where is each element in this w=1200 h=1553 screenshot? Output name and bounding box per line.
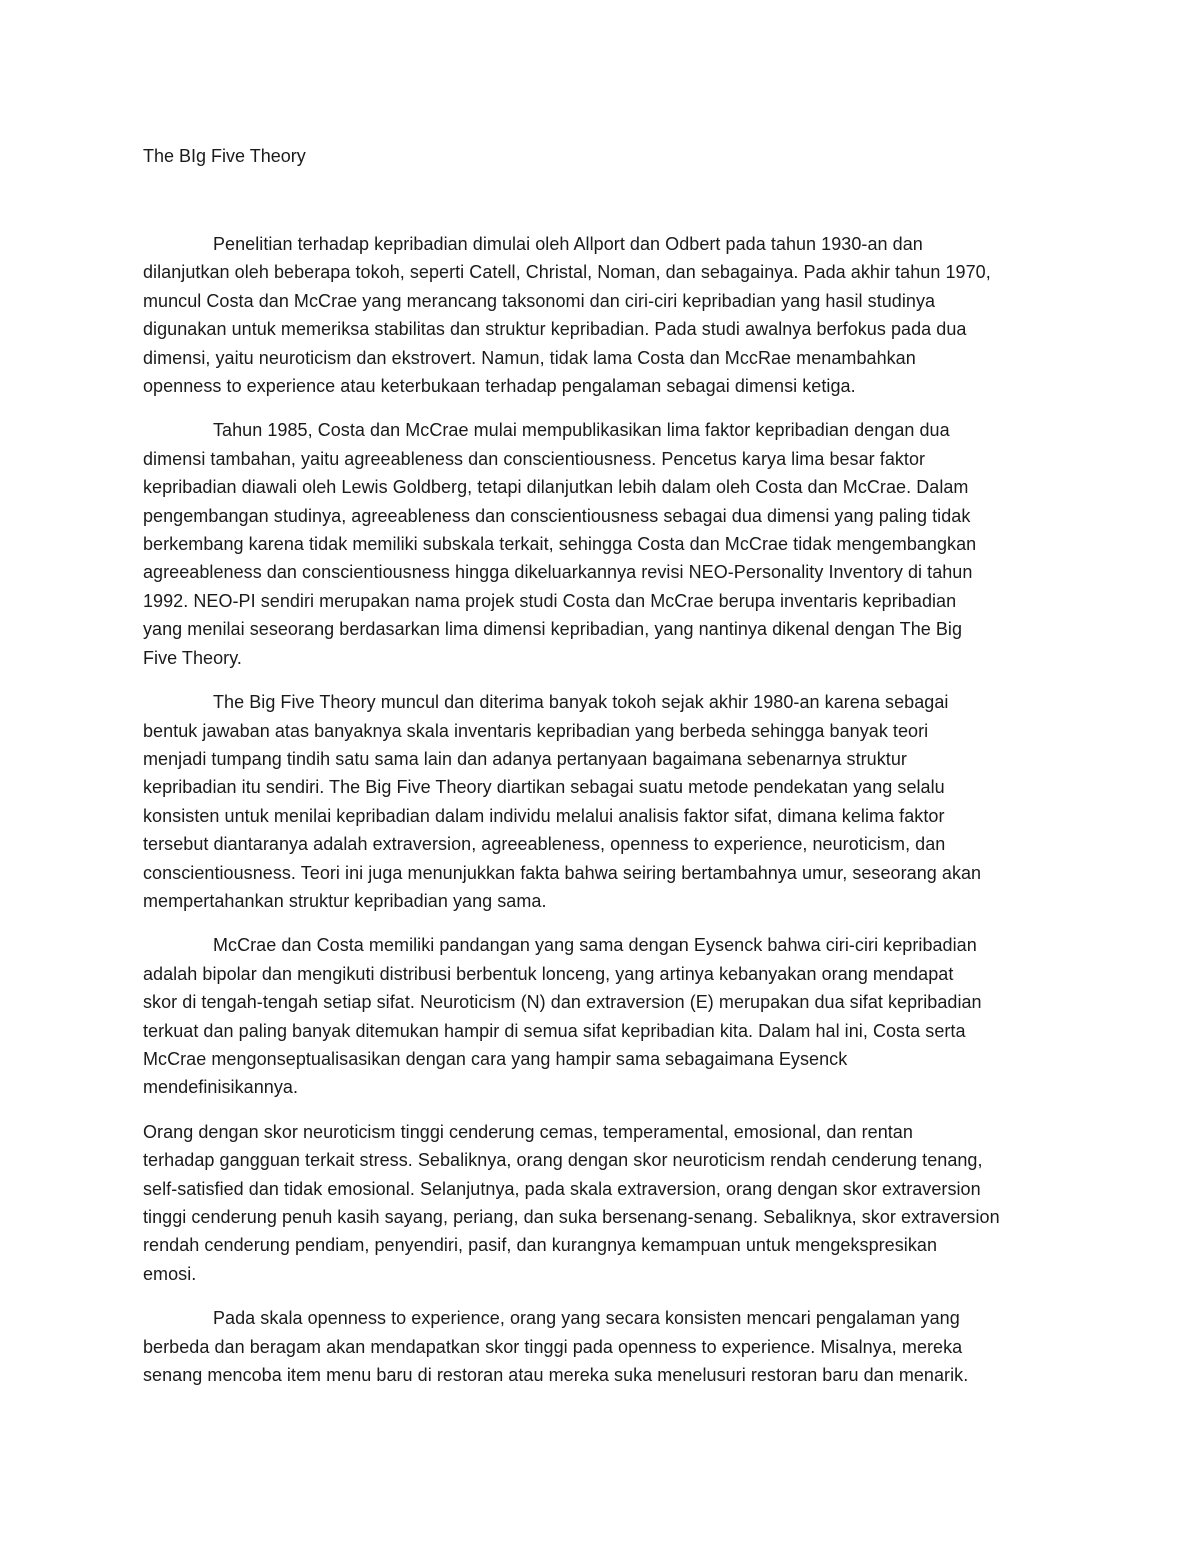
paragraph-line: adalah bipolar dan mengikuti distribusi berbentuk lonceng, yang artinya kebanyakan orang mendapat xyxy=(143,963,954,984)
paragraph-line: mendefinisikannya. xyxy=(143,1077,298,1098)
paragraph-line: senang mencoba item menu baru di restoran atau mereka suka menelusuri restoran baru dan menarik. xyxy=(143,1365,969,1386)
paragraph-line: berkembang karena tidak memiliki subskala terkait, sehingga Costa dan McCrae tidak mengembangkan xyxy=(143,534,977,555)
paragraph-line: tersebut diantaranya adalah extraversion, agreeableness, openness to experience, neuroticism, dan xyxy=(143,834,946,855)
paragraph-line: 1992. NEO-PI sendiri merupakan nama projek studi Costa dan McCrae berupa inventaris kepribadian xyxy=(143,590,957,611)
paragraph xyxy=(143,1118,1063,1288)
paragraph-line: kepribadian diawali oleh Lewis Goldberg, tetapi dilanjutkan lebih dalam oleh Costa dan McCrae. Dalam xyxy=(143,477,969,498)
paragraph-line: terkuat dan paling banyak ditemukan hampir di semua sifat kepribadian kita. Dalam hal ini, Costa serta xyxy=(143,1020,966,1041)
paragraph-line: terhadap gangguan terkait stress. Sebaliknya, orang dengan skor neuroticism rendah cenderung tenang, xyxy=(143,1150,983,1171)
paragraph-line: agreeableness dan conscientiousness hingga dikeluarkannya revisi NEO-Personality Inventory di tahun xyxy=(143,562,973,583)
paragraph-line: Pada skala openness to experience, orang yang secara konsisten mencari pengalaman yang xyxy=(213,1308,960,1329)
paragraph-line: skor di tengah-tengah setiap sifat. Neuroticism (N) dan extraversion (E) merupakan dua sifat kepribadian xyxy=(143,992,982,1013)
paragraph-line: yang menilai seseorang berdasarkan lima dimensi kepribadian, yang nantinya dikenal dengan The Big xyxy=(143,619,963,640)
paragraph-line: konsisten untuk menilai kepribadian dalam individu melalui analisis faktor sifat, dimana kelima faktor xyxy=(143,805,945,826)
paragraph-line: conscientiousness. Teori ini juga menunjukkan fakta bahwa seiring bertambahnya umur, seseorang akan xyxy=(143,862,982,883)
paragraph-line: McCrae mengonseptualisasikan dengan cara yang hampir sama sebagaimana Eysenck xyxy=(143,1048,848,1069)
paragraph-line: dimensi, yaitu neuroticism dan ekstrovert. Namun, tidak lama Costa dan MccRae menambahkan xyxy=(143,347,916,368)
paragraph-line: Five Theory. xyxy=(143,647,242,668)
paragraph-line: dimensi tambahan, yaitu agreeableness dan conscientiousness. Pencetus karya lima besar faktor xyxy=(143,448,926,469)
paragraph xyxy=(143,931,1063,1101)
document-title: The BIg Five Theory xyxy=(143,146,306,166)
paragraph xyxy=(143,230,1063,400)
paragraph-line: bentuk jawaban atas banyaknya skala inventaris kepribadian yang berbeda sehingga banyak teori xyxy=(143,720,929,741)
paragraph-line: mempertahankan struktur kepribadian yang sama. xyxy=(143,890,547,911)
paragraph xyxy=(143,1304,1063,1389)
paragraph-line: The Big Five Theory muncul dan diterima banyak tokoh sejak akhir 1980-an karena sebagai xyxy=(213,692,949,713)
paragraph-line: muncul Costa dan McCrae yang merancang taksonomi dan ciri-ciri kepribadian yang hasil studinya xyxy=(143,290,936,311)
paragraph xyxy=(143,416,1063,672)
paragraph-line: emosi. xyxy=(143,1263,197,1284)
paragraph-line: menjadi tumpang tindih satu sama lain dan adanya pertanyaan bagaimana sebenarnya struktur xyxy=(143,748,907,769)
document-body xyxy=(143,230,1063,1405)
paragraph-line: self-satisfied dan tidak emosional. Selanjutnya, pada skala extraversion, orang dengan skor extraversion xyxy=(143,1178,981,1199)
paragraph-line: tinggi cenderung penuh kasih sayang, periang, dan suka bersenang-senang. Sebaliknya, skor extraversion xyxy=(143,1207,1000,1227)
paragraph-line: openness to experience atau keterbukaan terhadap pengalaman sebagai dimensi ketiga. xyxy=(143,376,856,397)
paragraph-line: McCrae dan Costa memiliki pandangan yang sama dengan Eysenck bahwa ciri-ciri kepribadian xyxy=(213,935,977,956)
paragraph-line: kepribadian itu sendiri. The Big Five Theory diartikan sebagai suatu metode pendekatan yang selalu xyxy=(143,777,945,798)
paragraph-line: Penelitian terhadap kepribadian dimulai oleh Allport dan Odbert pada tahun 1930-an dan xyxy=(213,234,923,254)
paragraph-line: berbeda dan beragam akan mendapatkan skor tinggi pada openness to experience. Misalnya, mereka xyxy=(143,1336,963,1357)
paragraph-line: Tahun 1985, Costa dan McCrae mulai mempublikasikan lima faktor kepribadian dengan dua xyxy=(213,420,950,441)
paragraph-line: dilanjutkan oleh beberapa tokoh, seperti Catell, Christal, Noman, dan sebagainya. Pada akhir tahun 1970, xyxy=(143,262,991,283)
paragraph-line: Orang dengan skor neuroticism tinggi cenderung cemas, temperamental, emosional, dan rentan xyxy=(143,1121,913,1142)
paragraph-line: digunakan untuk memeriksa stabilitas dan struktur kepribadian. Pada studi awalnya berfokus pada dua xyxy=(143,319,967,340)
paragraph xyxy=(143,688,1063,915)
paragraph-line: rendah cenderung pendiam, penyendiri, pasif, dan kurangnya kemampuan untuk mengekspresikan xyxy=(143,1235,938,1256)
paragraph-line: pengembangan studinya, agreeableness dan conscientiousness sebagai dua dimensi yang paling tidak xyxy=(143,505,971,526)
